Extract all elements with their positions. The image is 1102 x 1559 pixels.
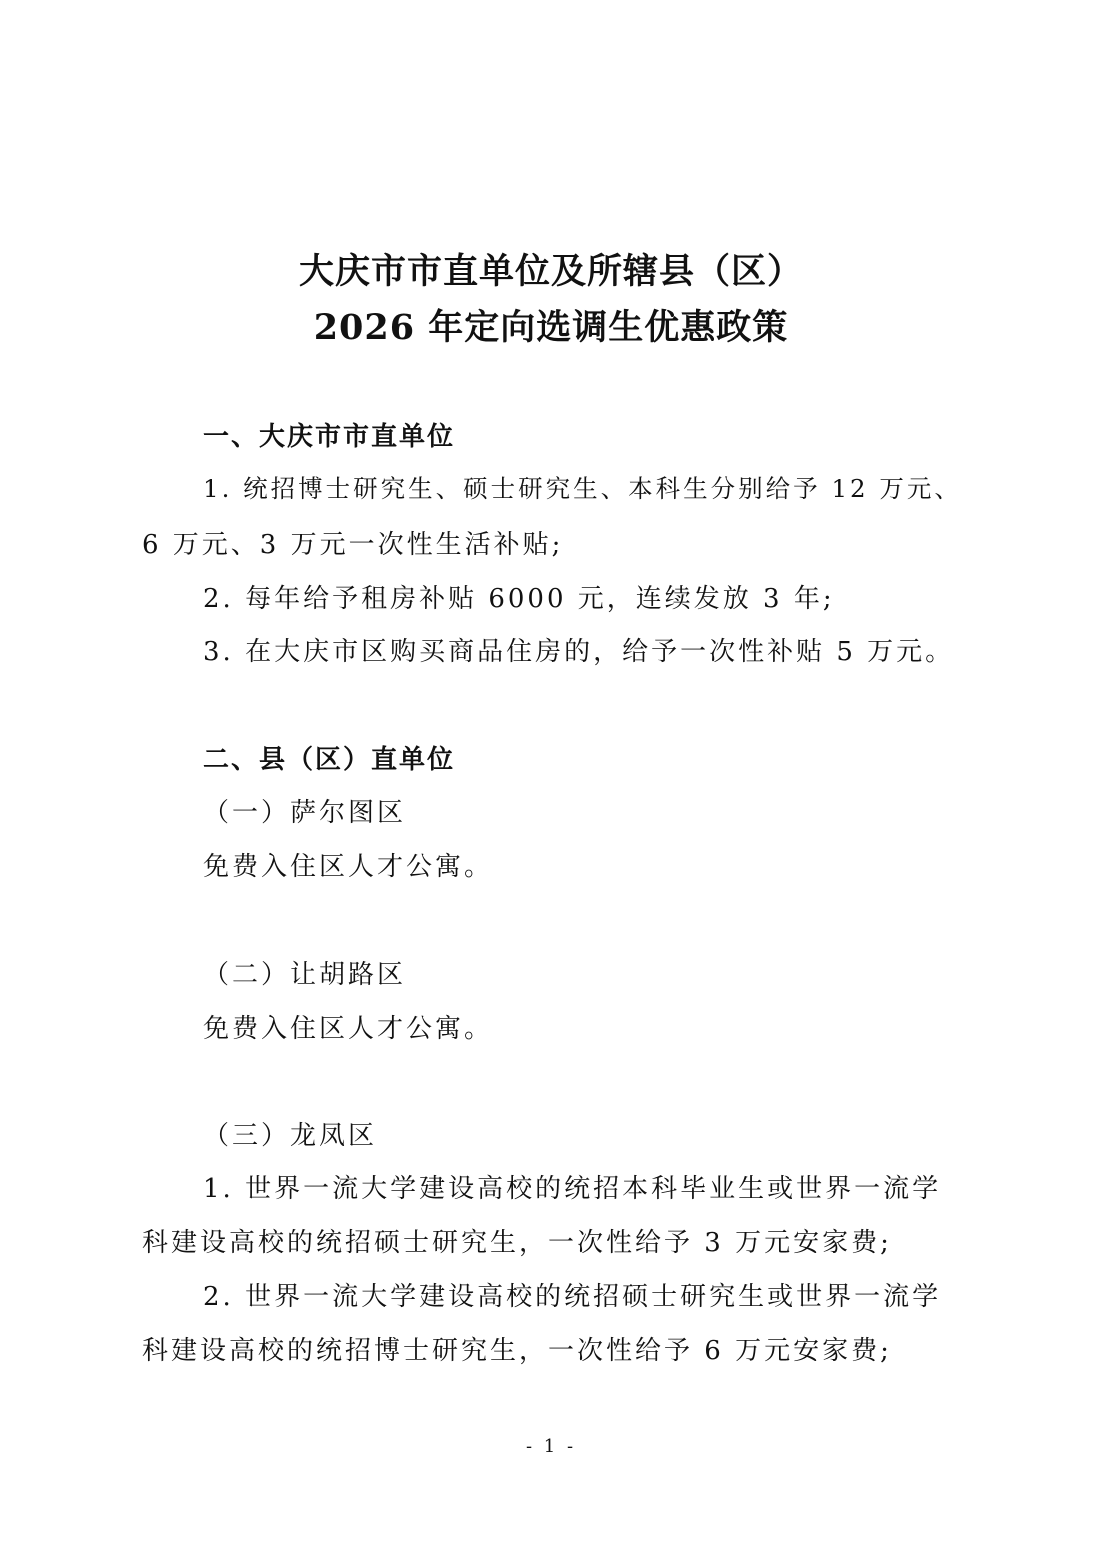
subsection-saertu-heading: （一）萨尔图区: [203, 798, 407, 828]
section1-heading: 一、大庆市市直单位: [203, 422, 456, 452]
section1-item3: 3. 在大庆市区购买商品住房的，给予一次性补贴 5 万元。: [203, 637, 955, 667]
subsection-longfeng-item1-line1: 1. 世界一流大学建设高校的统招本科毕业生或世界一流学: [203, 1174, 942, 1204]
section1-item2: 2. 每年给予租房补贴 6000 元，连续发放 3 年;: [203, 584, 835, 614]
subsection-saertu-text: 免费入住区人才公寓。: [203, 852, 494, 882]
section1-item1-line2: 6 万元、3 万元一次性生活补贴;: [142, 530, 564, 560]
section2-heading: 二、县（区）直单位: [203, 745, 456, 775]
document-title-line1: 大庆市市直单位及所辖县（区）: [298, 251, 803, 292]
subsection-longfeng-heading: （三）龙凤区: [203, 1121, 378, 1151]
section1-item1-line1: 1. 统招博士研究生、硕士研究生、本科生分别给予 12 万元、: [203, 474, 962, 503]
document-title-line2: 2026 年定向选调生优惠政策: [313, 307, 789, 348]
subsection-ranghulu-text: 免费入住区人才公寓。: [203, 1014, 494, 1044]
subsection-longfeng-item2-line2: 科建设高校的统招博士研究生，一次性给予 6 万元安家费;: [142, 1336, 892, 1366]
subsection-ranghulu-heading: （二）让胡路区: [203, 960, 407, 990]
subsection-longfeng-item1-line2: 科建设高校的统招硕士研究生，一次性给予 3 万元安家费;: [142, 1228, 892, 1258]
page-number: - 1 -: [525, 1436, 577, 1457]
subsection-longfeng-item2-line1: 2. 世界一流大学建设高校的统招硕士研究生或世界一流学: [203, 1282, 942, 1312]
